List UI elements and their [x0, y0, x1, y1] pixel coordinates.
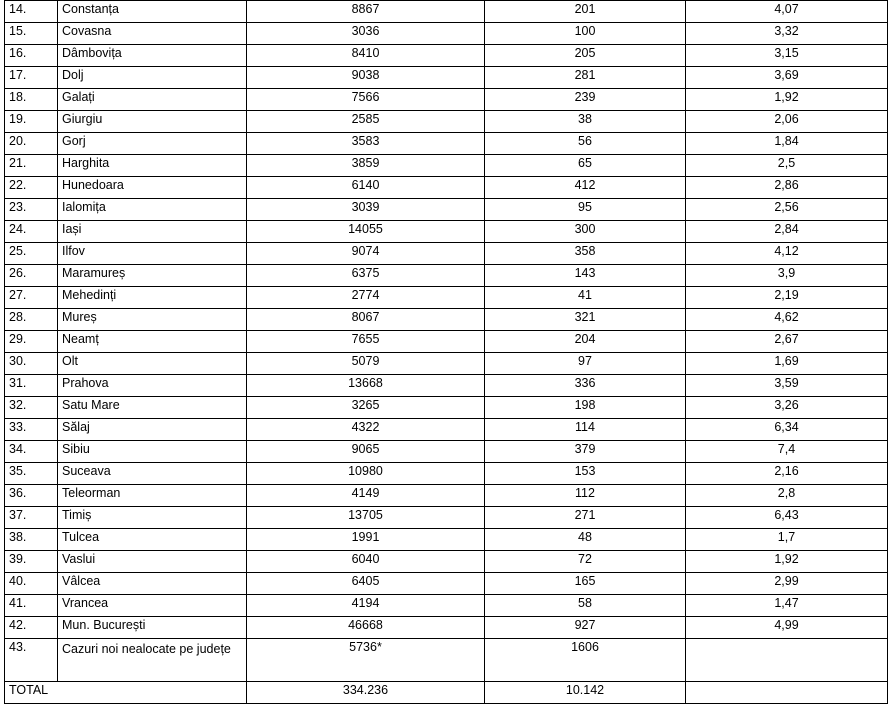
deaths-count: 97: [485, 353, 686, 375]
row-number: 41.: [5, 595, 58, 617]
deaths-count: 321: [485, 309, 686, 331]
row-number: 16.: [5, 45, 58, 67]
county-name: Satu Mare: [58, 397, 247, 419]
rate-value: 4,99: [686, 617, 888, 639]
table-row: [5, 67, 888, 89]
table-row: [5, 397, 888, 419]
table-body: [5, 1, 888, 704]
cases-count: 3036: [247, 23, 485, 45]
row-number: 25.: [5, 243, 58, 265]
deaths-count: 153: [485, 463, 686, 485]
table-row: [5, 177, 888, 199]
table-row: [5, 529, 888, 551]
cases-count: 8867: [247, 1, 485, 23]
row-number: 30.: [5, 353, 58, 375]
county-name: Mun. București: [58, 617, 247, 639]
rate-value: 7,4: [686, 441, 888, 463]
table-row: [5, 287, 888, 309]
county-name: Suceava: [58, 463, 247, 485]
county-name: Mehedinți: [58, 287, 247, 309]
county-name: Harghita: [58, 155, 247, 177]
deaths-count: 95: [485, 199, 686, 221]
table-row: [5, 199, 888, 221]
row-number: 22.: [5, 177, 58, 199]
row-number: 37.: [5, 507, 58, 529]
deaths-count: 38: [485, 111, 686, 133]
cases-count: 9074: [247, 243, 485, 265]
rate-value: 2,19: [686, 287, 888, 309]
table-row: [5, 573, 888, 595]
row-number: 36.: [5, 485, 58, 507]
cases-count: 6405: [247, 573, 485, 595]
row-number: 38.: [5, 529, 58, 551]
county-name: Dolj: [58, 67, 247, 89]
county-name: Prahova: [58, 375, 247, 397]
county-name: Tulcea: [58, 529, 247, 551]
total-rate: [686, 682, 888, 704]
table-row: [5, 1, 888, 23]
county-name: Vaslui: [58, 551, 247, 573]
county-name: Cazuri noi nealocate pe județe: [58, 639, 247, 682]
county-name: Teleorman: [58, 485, 247, 507]
rate-value: 3,32: [686, 23, 888, 45]
rate-value: 6,43: [686, 507, 888, 529]
deaths-count: 1606: [485, 639, 686, 682]
row-number: 14.: [5, 1, 58, 23]
row-number: 29.: [5, 331, 58, 353]
rate-value: 2,06: [686, 111, 888, 133]
county-name: Sibiu: [58, 441, 247, 463]
county-name: Vâlcea: [58, 573, 247, 595]
cases-count: 2585: [247, 111, 485, 133]
deaths-count: 165: [485, 573, 686, 595]
county-name: Ialomița: [58, 199, 247, 221]
rate-value: 3,26: [686, 397, 888, 419]
rate-value: 2,67: [686, 331, 888, 353]
table-row: [5, 155, 888, 177]
table-row: [5, 485, 888, 507]
deaths-count: 300: [485, 221, 686, 243]
county-cases-table: [4, 0, 888, 704]
cases-count: 6140: [247, 177, 485, 199]
cases-count: 14055: [247, 221, 485, 243]
rate-value: 1,92: [686, 89, 888, 111]
table-row: [5, 595, 888, 617]
deaths-count: 358: [485, 243, 686, 265]
deaths-count: 205: [485, 45, 686, 67]
deaths-count: 336: [485, 375, 686, 397]
cases-count: 13705: [247, 507, 485, 529]
rate-value: 1,84: [686, 133, 888, 155]
row-number: 15.: [5, 23, 58, 45]
county-name: Timiș: [58, 507, 247, 529]
table-row: [5, 265, 888, 287]
row-number: 40.: [5, 573, 58, 595]
deaths-count: 41: [485, 287, 686, 309]
county-name: Hunedoara: [58, 177, 247, 199]
rate-value: [686, 639, 888, 682]
deaths-count: 112: [485, 485, 686, 507]
cases-count: 6040: [247, 551, 485, 573]
county-name: Mureș: [58, 309, 247, 331]
cases-count: 4194: [247, 595, 485, 617]
row-number: 33.: [5, 419, 58, 441]
cases-count: 9038: [247, 67, 485, 89]
deaths-count: 48: [485, 529, 686, 551]
cases-count: 46668: [247, 617, 485, 639]
deaths-count: 198: [485, 397, 686, 419]
table-row: [5, 221, 888, 243]
cases-count: 8067: [247, 309, 485, 331]
deaths-count: 56: [485, 133, 686, 155]
table-row: [5, 331, 888, 353]
table-row-unallocated: [5, 639, 888, 682]
cases-count: 3265: [247, 397, 485, 419]
row-number: 42.: [5, 617, 58, 639]
table-row: [5, 133, 888, 155]
county-name: Galați: [58, 89, 247, 111]
table-row: [5, 89, 888, 111]
rate-value: 1,47: [686, 595, 888, 617]
rate-value: 3,15: [686, 45, 888, 67]
rate-value: 6,34: [686, 419, 888, 441]
rate-value: 3,59: [686, 375, 888, 397]
table-row: [5, 309, 888, 331]
cases-count: 7655: [247, 331, 485, 353]
county-name: Constanța: [58, 1, 247, 23]
deaths-count: 271: [485, 507, 686, 529]
cases-count: 3039: [247, 199, 485, 221]
rate-value: 2,84: [686, 221, 888, 243]
deaths-count: 239: [485, 89, 686, 111]
county-name: Gorj: [58, 133, 247, 155]
county-name: Vrancea: [58, 595, 247, 617]
row-number: 24.: [5, 221, 58, 243]
rate-value: 1,69: [686, 353, 888, 375]
rate-value: 3,9: [686, 265, 888, 287]
rate-value: 4,12: [686, 243, 888, 265]
county-name: Neamț: [58, 331, 247, 353]
table-row: [5, 243, 888, 265]
rate-value: 4,62: [686, 309, 888, 331]
rate-value: 2,16: [686, 463, 888, 485]
county-name: Sălaj: [58, 419, 247, 441]
table-row-total: [5, 682, 888, 704]
county-name: Iași: [58, 221, 247, 243]
deaths-count: 58: [485, 595, 686, 617]
cases-count: 13668: [247, 375, 485, 397]
rate-value: 2,86: [686, 177, 888, 199]
table-row: [5, 463, 888, 485]
county-name: Ilfov: [58, 243, 247, 265]
row-number: 21.: [5, 155, 58, 177]
rate-value: 2,99: [686, 573, 888, 595]
table-row: [5, 375, 888, 397]
cases-count: 7566: [247, 89, 485, 111]
row-number: 27.: [5, 287, 58, 309]
rate-value: 2,56: [686, 199, 888, 221]
cases-count: 8410: [247, 45, 485, 67]
row-number: 32.: [5, 397, 58, 419]
deaths-count: 927: [485, 617, 686, 639]
table-row: [5, 419, 888, 441]
rate-value: 4,07: [686, 1, 888, 23]
row-number: 23.: [5, 199, 58, 221]
deaths-count: 379: [485, 441, 686, 463]
cases-count: 2774: [247, 287, 485, 309]
deaths-count: 100: [485, 23, 686, 45]
table-row: [5, 441, 888, 463]
cases-count: 4322: [247, 419, 485, 441]
row-number: 17.: [5, 67, 58, 89]
rate-value: 2,5: [686, 155, 888, 177]
rate-value: 3,69: [686, 67, 888, 89]
county-name: Olt: [58, 353, 247, 375]
deaths-count: 281: [485, 67, 686, 89]
row-number: 18.: [5, 89, 58, 111]
county-name: Maramureș: [58, 265, 247, 287]
row-number: 34.: [5, 441, 58, 463]
total-cases: 334.236: [247, 682, 485, 704]
cases-count: 3583: [247, 133, 485, 155]
table-row: [5, 353, 888, 375]
row-number: 39.: [5, 551, 58, 573]
deaths-count: 412: [485, 177, 686, 199]
total-label: TOTAL: [5, 682, 247, 704]
row-number: 26.: [5, 265, 58, 287]
deaths-count: 65: [485, 155, 686, 177]
rate-value: 1,92: [686, 551, 888, 573]
deaths-count: 204: [485, 331, 686, 353]
row-number: 31.: [5, 375, 58, 397]
row-number: 20.: [5, 133, 58, 155]
deaths-count: 143: [485, 265, 686, 287]
deaths-count: 72: [485, 551, 686, 573]
cases-count: 5736*: [247, 639, 485, 682]
county-name: Giurgiu: [58, 111, 247, 133]
cases-count: 9065: [247, 441, 485, 463]
cases-count: 1991: [247, 529, 485, 551]
row-number: 19.: [5, 111, 58, 133]
county-name: Covasna: [58, 23, 247, 45]
table-row: [5, 551, 888, 573]
table-row: [5, 617, 888, 639]
table-row: [5, 507, 888, 529]
deaths-count: 114: [485, 419, 686, 441]
cases-count: 4149: [247, 485, 485, 507]
rate-value: 1,7: [686, 529, 888, 551]
total-deaths: 10.142: [485, 682, 686, 704]
row-number: 35.: [5, 463, 58, 485]
row-number: 28.: [5, 309, 58, 331]
table-row: [5, 23, 888, 45]
table-row: [5, 111, 888, 133]
table-row: [5, 45, 888, 67]
row-number: 43.: [5, 639, 58, 682]
deaths-count: 201: [485, 1, 686, 23]
cases-count: 3859: [247, 155, 485, 177]
cases-count: 10980: [247, 463, 485, 485]
county-name: Dâmbovița: [58, 45, 247, 67]
cases-count: 5079: [247, 353, 485, 375]
cases-count: 6375: [247, 265, 485, 287]
rate-value: 2,8: [686, 485, 888, 507]
